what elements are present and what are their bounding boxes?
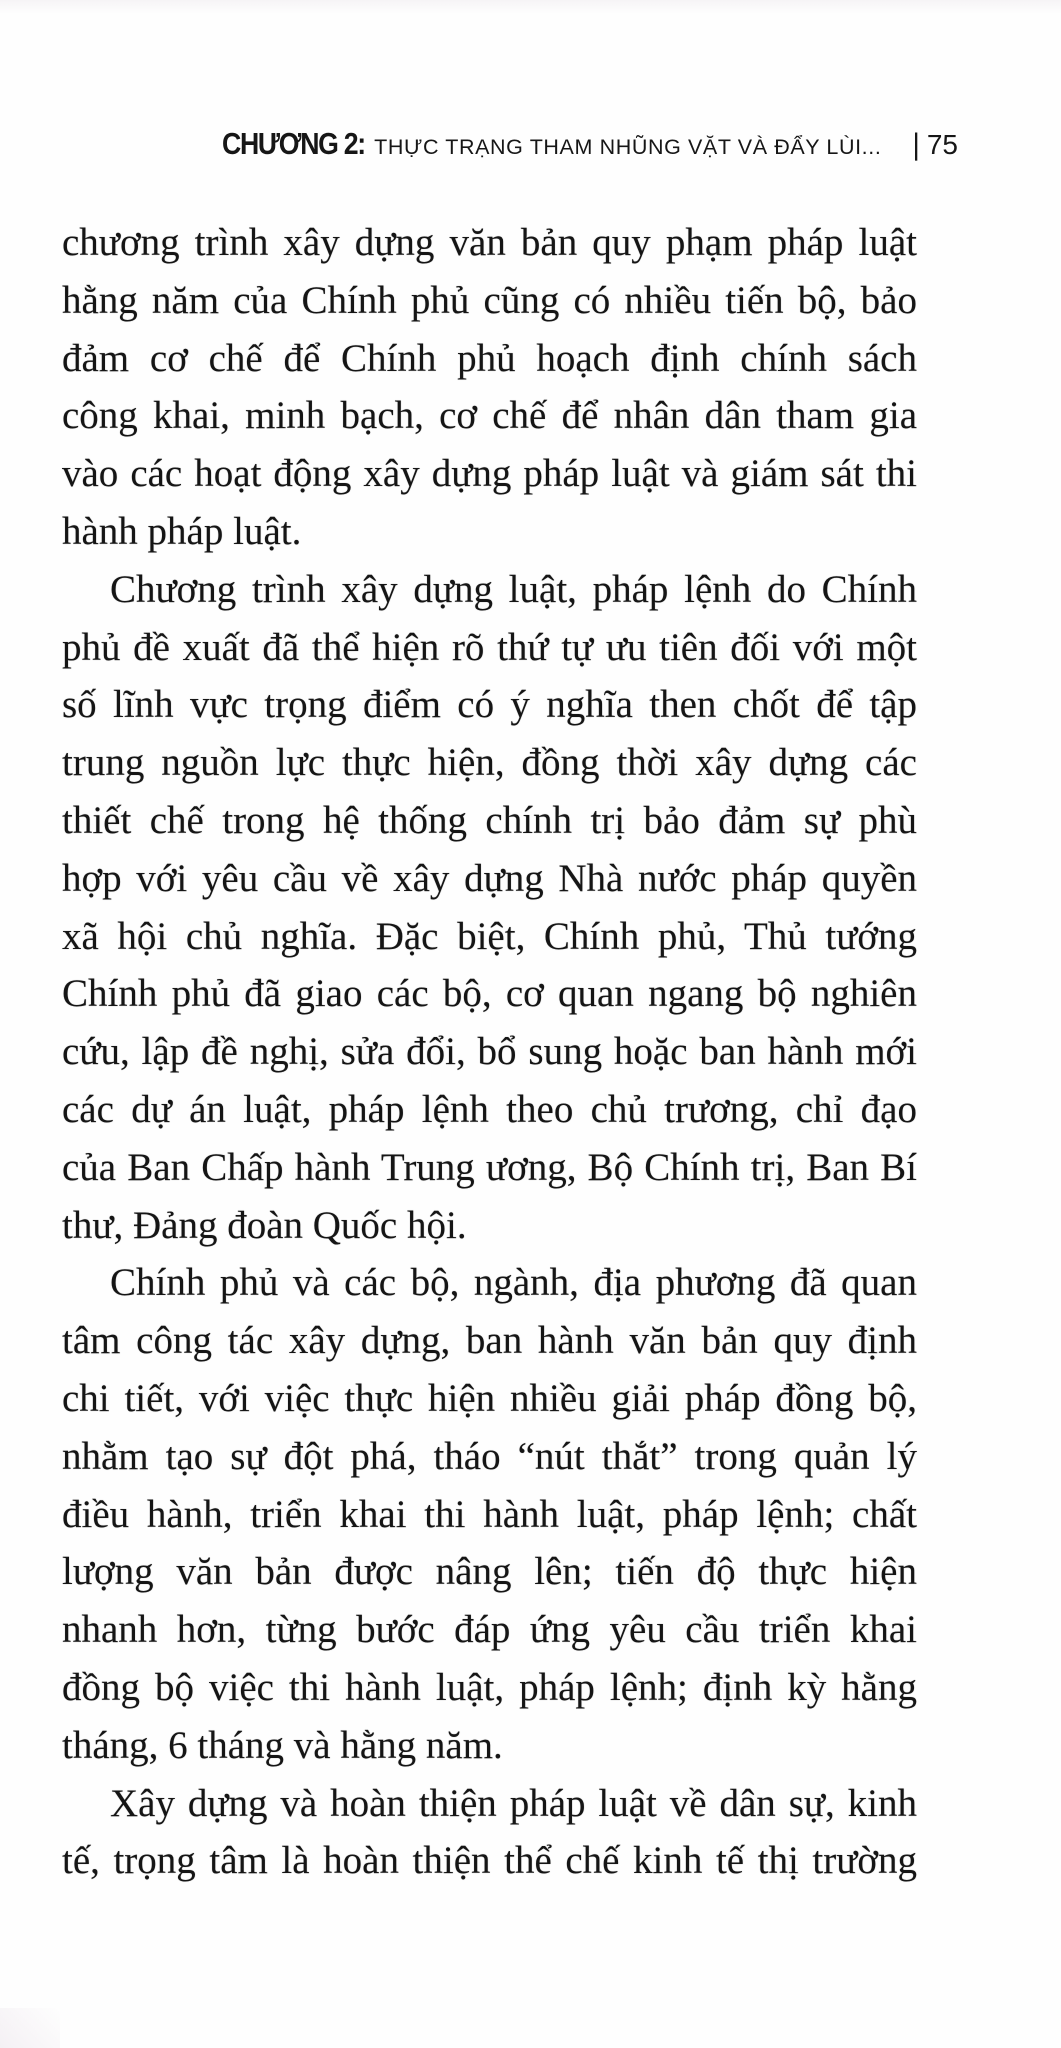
text-line: thiết chế trong hệ thống chính trị bảo đảm sự phù bbox=[62, 798, 917, 842]
text-line: công khai, minh bạch, cơ chế để nhân dân tham gia bbox=[62, 394, 917, 438]
paragraph-2 bbox=[62, 561, 917, 1255]
paragraph-1 bbox=[62, 214, 917, 561]
paragraph-4 bbox=[62, 1775, 917, 1891]
text-line: tế, trọng tâm là hoàn thiện thể chế kinh tế thị trường bbox=[62, 1839, 917, 1883]
text-line: nhanh hơn, từng bước đáp ứng yêu cầu triển khai bbox=[62, 1608, 917, 1652]
text-line: Chính phủ đã giao các bộ, cơ quan ngang bộ nghiên bbox=[62, 972, 917, 1016]
text-line: hợp với yêu cầu về xây dựng Nhà nước pháp quyền bbox=[62, 856, 917, 900]
text-line: chương trình xây dựng văn bản quy phạm pháp luật bbox=[62, 221, 917, 264]
running-header bbox=[222, 126, 958, 166]
text-line: điều hành, triển khai thi hành luật, pháp lệnh; chất bbox=[62, 1492, 917, 1536]
text-line: trung nguồn lực thực hiện, đồng thời xây dựng các bbox=[62, 741, 917, 785]
header-separator: | bbox=[914, 128, 920, 161]
text-line: Xây dựng và hoàn thiện pháp luật về dân sự, kinh bbox=[110, 1781, 917, 1825]
text-line: cứu, lập đề nghị, sửa đổi, bổ sung hoặc ban hành mới bbox=[62, 1030, 917, 1074]
text-line: phủ đề xuất đã thể hiện rõ thứ tự ưu tiên đối với một bbox=[62, 625, 917, 669]
text-line: chi tiết, với việc thực hiện nhiều giải pháp đồng bộ, bbox=[62, 1376, 917, 1420]
scan-edge-top bbox=[0, 0, 1061, 14]
text-line: hành pháp luật. bbox=[62, 509, 302, 553]
text-line: Chương trình xây dựng luật, pháp lệnh do Chính bbox=[110, 567, 917, 611]
text-line: các dự án luật, pháp lệnh theo chủ trương, chỉ đạo bbox=[62, 1087, 917, 1131]
text-line: tháng, 6 tháng và hằng năm. bbox=[62, 1723, 503, 1767]
body-text bbox=[62, 214, 917, 1890]
text-line: hằng năm của Chính phủ cũng có nhiều tiến bộ, bảo bbox=[62, 278, 917, 322]
text-line: số lĩnh vực trọng điểm có ý nghĩa then chốt để tập bbox=[62, 683, 917, 727]
text-line: Chính phủ và các bộ, ngành, địa phương đã quan bbox=[110, 1261, 917, 1305]
text-line: nhằm tạo sự đột phá, tháo “nút thắt” trong quản lý bbox=[62, 1434, 917, 1478]
text-line: của Ban Chấp hành Trung ương, Bộ Chính trị, Ban Bí bbox=[62, 1145, 917, 1189]
page-number: 75 bbox=[926, 129, 958, 160]
text-line: lượng văn bản được nâng lên; tiến độ thực hiện bbox=[62, 1550, 917, 1594]
text-line: đảm cơ chế để Chính phủ hoạch định chính sách bbox=[62, 336, 917, 380]
text-line: thư, Đảng đoàn Quốc hội. bbox=[62, 1203, 467, 1247]
text-line: xã hội chủ nghĩa. Đặc biệt, Chính phủ, Thủ tướng bbox=[62, 914, 917, 958]
scan-edge-corner bbox=[0, 2008, 60, 2048]
text-line: đồng bộ việc thi hành luật, pháp lệnh; định kỳ hằng bbox=[62, 1665, 917, 1709]
paragraph-3 bbox=[62, 1254, 917, 1774]
text-line: vào các hoạt động xây dựng pháp luật và giám sát thi bbox=[62, 452, 917, 496]
chapter-label: CHƯƠNG 2: bbox=[222, 126, 365, 161]
chapter-title: THỰC TRẠNG THAM NHŨNG VẶT VÀ ĐẨY LÙI... bbox=[374, 135, 882, 159]
text-line: tâm công tác xây dựng, ban hành văn bản quy định bbox=[62, 1319, 917, 1363]
